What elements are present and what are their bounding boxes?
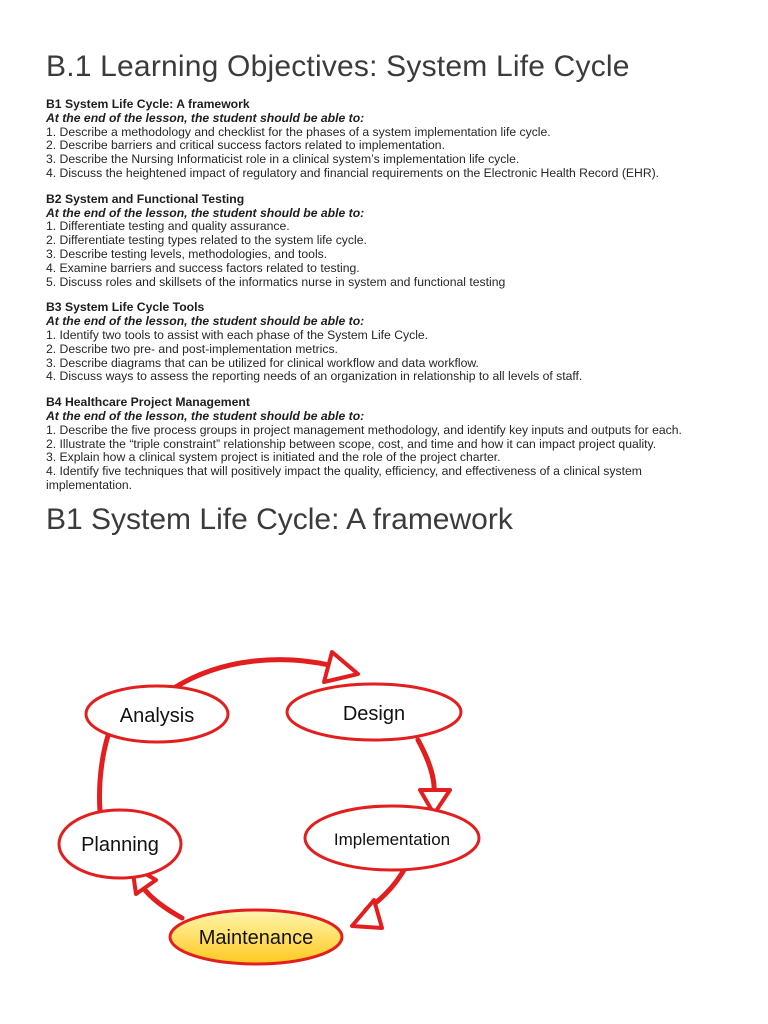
objective-item: 1. Describe a methodology and checklist for the phases of a system implementation life cycle. <box>46 124 551 139</box>
section-b3 <box>46 301 726 384</box>
objective-item: 4. Discuss ways to assess the reporting needs of an organization in relationship to all levels of staff. <box>46 369 583 384</box>
node-label-planning: Planning <box>81 834 159 856</box>
section-intro: At the end of the lesson, the student should be able to: <box>46 408 365 423</box>
objective-item: 2. Illustrate the “triple constraint” relationship between scope, cost, and time and how it can impact project quality. <box>46 436 657 451</box>
objective-item: 3. Explain how a clinical system project is initiated and the role of the project charter. <box>46 450 501 465</box>
document-page <box>46 0 726 537</box>
objective-item: 3. Describe diagrams that can be utilized for clinical workflow and data workflow. <box>46 355 479 370</box>
node-analysis <box>86 686 228 742</box>
objective-item: 5. Discuss roles and skillsets of the informatics nurse in system and functional testing <box>46 274 506 289</box>
objectives-sections <box>46 98 726 493</box>
node-label-design: Design <box>342 703 406 725</box>
section-b1 <box>46 98 726 181</box>
objective-item: 2. Differentiate testing types related to the system life cycle. <box>46 233 367 248</box>
objective-item: 2. Describe two pre- and post-implementation metrics. <box>46 341 338 356</box>
section-intro: At the end of the lesson, the student should be able to: <box>46 110 365 125</box>
node-label-analysis: Analysis <box>119 705 195 727</box>
life-cycle-diagram <box>52 622 488 980</box>
node-implementation <box>305 806 479 870</box>
objective-item: 4. Discuss the heightened impact of regulatory and financial requirements on the Electronic Health Record (EHR). <box>46 165 660 180</box>
node-planning <box>59 810 181 878</box>
arc-maintenance-to-planning <box>142 886 182 918</box>
page-title: B.1 Learning Objectives: System Life Cycle <box>46 50 630 83</box>
arc-analysis-to-design <box>174 660 334 688</box>
node-design <box>287 684 461 740</box>
section-heading: B4 Healthcare Project Management <box>46 395 250 410</box>
arc-design-to-implementation <box>418 740 434 792</box>
section-title: B1 System Life Cycle: A framework <box>46 502 513 536</box>
objective-item: 4. Examine barriers and success factors related to testing. <box>46 260 360 275</box>
objective-item: 4. Identify five techniques that will positively impact the quality, efficiency, and effectiveness of a clinical system implementation. <box>46 464 642 492</box>
section-heading: B2 System and Functional Testing <box>46 191 245 206</box>
section-b2 <box>46 193 726 290</box>
section-b4 <box>46 396 726 493</box>
node-label-maintenance: Maintenance <box>198 927 314 949</box>
section-intro: At the end of the lesson, the student should be able to: <box>46 205 365 220</box>
section-heading: B3 System Life Cycle Tools <box>46 300 205 315</box>
node-label-implementation: Implementation <box>333 830 451 849</box>
objective-item: 1. Identify two tools to assist with each phase of the System Life Cycle. <box>46 327 429 342</box>
objective-item: 3. Describe testing levels, methodologies, and tools. <box>46 246 328 261</box>
node-maintenance <box>170 910 342 964</box>
objective-item: 2. Describe barriers and critical success factors related to implementation. <box>46 138 445 153</box>
section-intro: At the end of the lesson, the student should be able to: <box>46 314 365 329</box>
objective-item: 1. Differentiate testing and quality assurance. <box>46 219 290 234</box>
section-heading: B1 System Life Cycle: A framework <box>46 97 250 111</box>
objective-item: 1. Describe the five process groups in project management methodology, and identify key inputs and outputs for each. <box>46 422 682 437</box>
objective-item: 3. Describe the Nursing Informaticist role in a clinical system’s implementation life cycle. <box>46 152 520 167</box>
life-cycle-svg <box>52 622 488 980</box>
arrowhead-icon <box>324 652 358 682</box>
